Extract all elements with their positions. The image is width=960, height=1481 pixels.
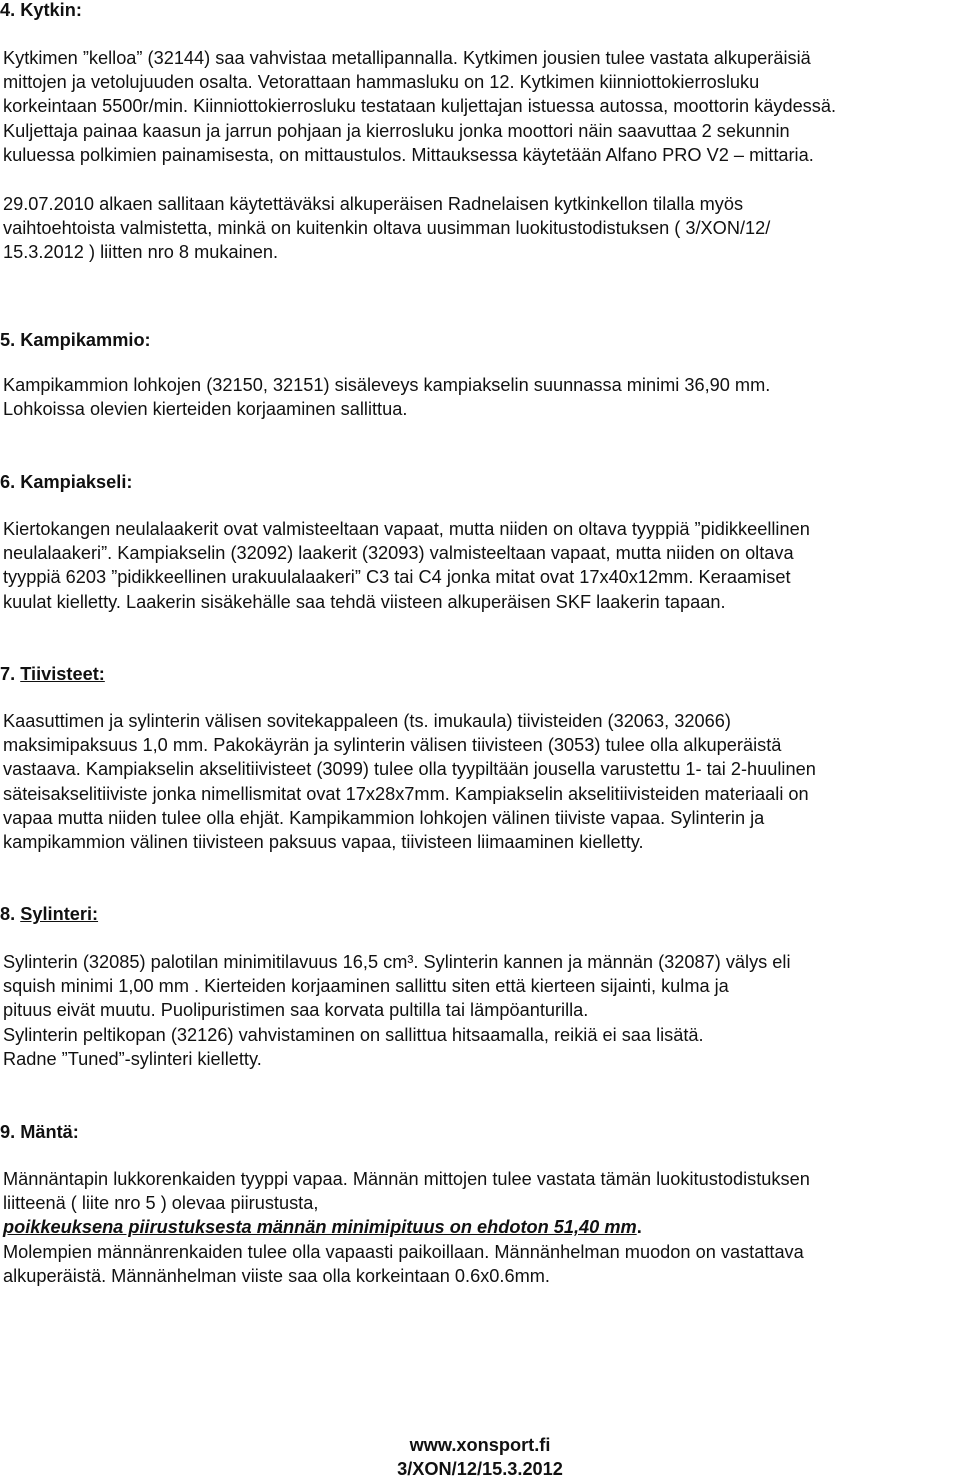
text-line: vapaa mutta niiden tulee olla ehjät. Kampikammion lohkojen välinen tiiviste vapaa. Sylinterin ja bbox=[3, 807, 765, 828]
section-heading-4 bbox=[0, 0, 82, 22]
section-title: Sylinteri: bbox=[20, 904, 99, 924]
section-4-paragraph-1 bbox=[3, 46, 955, 167]
section-title: Kampiakseli: bbox=[20, 472, 133, 492]
footer-code: 3/XON/12/15.3.2012 bbox=[397, 1459, 563, 1479]
text-line: neulalaakeri”. Kampiakselin (32092) laakerit (32093) valmisteeltaan vapaat, mutta niiden on oltava bbox=[3, 543, 794, 564]
text-line: pituus eivät muutu. Puolipuristimen saa korvata pultilla tai lämpöanturilla. bbox=[3, 1000, 589, 1021]
text-line: Radne ”Tuned”-sylinteri kielletty. bbox=[3, 1048, 262, 1069]
text-line: Sylinterin peltikopan (32126) vahvistaminen on sallittua hitsaamalla, reikiä ei saa lisätä. bbox=[3, 1024, 704, 1045]
section-8-paragraph-1 bbox=[3, 950, 955, 1071]
page-footer bbox=[0, 1433, 960, 1481]
text-line: kampikammion välinen tiivisteen paksuus vapaa, tiivisteen liimaaminen kielletty. bbox=[3, 832, 644, 853]
section-9-paragraph-1 bbox=[3, 1167, 955, 1288]
text-line: squish minimi 1,00 mm . Kierteiden korjaaminen sallittu siten että kierteen sijainti, kulma ja bbox=[3, 976, 729, 997]
text-line: maksimipaksuus 1,0 mm. Pakokäyrän ja sylinterin välisen tiivisteen (3053) tulee olla alkuperäistä bbox=[3, 735, 782, 756]
text-line: alkuperäistä. Männänhelman viiste saa olla korkeintaan 0.6x0.6mm. bbox=[3, 1265, 550, 1286]
section-heading-5 bbox=[0, 328, 151, 352]
section-number: 7. bbox=[0, 664, 16, 684]
text-line: 29.07.2010 alkaen sallitaan käytettäväksi alkuperäisen Radnelaisen kytkinkellon tilalla myös bbox=[3, 194, 744, 214]
text-line: tyyppiä 6203 ”pidikkeellinen urakuulalaakeri” C3 tai C4 jonka mitat ovat 17x40x12mm. Keraamiset bbox=[3, 567, 791, 588]
text-line: vaihtoehtoista valmistetta, minkä on kuitenkin oltava uusimman luokitustodistuksen ( 3/XON/12/ bbox=[3, 218, 771, 239]
section-heading-7 bbox=[0, 662, 105, 686]
text-line: Kampikammion lohkojen (32150, 32151) sisäleveys kampiakselin suunnassa minimi 36,90 mm. bbox=[3, 375, 771, 395]
text-line: korkeintaan 5500r/min. Kiinniottokierrosluku testataan kuljettajan istuessa autossa, moottorin käydessä. bbox=[3, 96, 837, 117]
text-line: liitteenä ( liite nro 5 ) olevaa piirustusta, bbox=[3, 1193, 319, 1214]
section-heading-9 bbox=[0, 1120, 79, 1144]
section-title: Mäntä: bbox=[20, 1122, 79, 1142]
text-line: Männäntapin lukkorenkaiden tyyppi vapaa. Männän mittojen tulee vastata tämän luokitustodistuksen bbox=[3, 1169, 810, 1189]
text-line: Kiertokangen neulalaakerit ovat valmisteeltaan vapaat, mutta niiden on oltava tyyppiä ”pidikkeellinen bbox=[3, 519, 810, 539]
text-line: Kaasuttimen ja sylinterin välisen sovitekappaleen (ts. imukaula) tiivisteiden (32063, 32066) bbox=[3, 711, 731, 731]
section-title: Kytkin: bbox=[20, 0, 82, 20]
text-line: 15.3.2012 ) liitten nro 8 mukainen. bbox=[3, 242, 279, 263]
text-line: kuluessa polkimien painamisesta, on mittaustulos. Mittauksessa käytetään Alfano PRO V2 – mittaria. bbox=[3, 144, 814, 165]
emphasis-text: poikkeuksena piirustuksesta männän minimipituus on ehdoton 51,40 mm bbox=[3, 1217, 637, 1238]
text-line: Lohkoissa olevien kierteiden korjaaminen sallittua. bbox=[3, 399, 408, 420]
section-4-paragraph-2 bbox=[3, 192, 955, 265]
footer-url: www.xonsport.fi bbox=[409, 1435, 551, 1455]
text-line: Molempien männänrenkaiden tulee olla vapaasti paikoillaan. Männänhelman muodon on vastattava bbox=[3, 1241, 804, 1262]
section-number: 8. bbox=[0, 904, 16, 924]
section-number: 4. bbox=[0, 0, 16, 20]
section-7-paragraph-1 bbox=[3, 709, 955, 854]
section-5-paragraph-1 bbox=[3, 373, 955, 421]
section-heading-6 bbox=[0, 470, 132, 494]
text-line: mittojen ja vetolujuuden osalta. Vetorattaan hammasluku on 12. Kytkimen kiinniottokierrosluku bbox=[3, 72, 760, 93]
section-title: Tiivisteet: bbox=[20, 664, 105, 684]
text-line: vastaava. Kampiakselin akselitiivisteet (3099) tulee olla tyypiltään jousella varustettu 1- tai 2-huulinen bbox=[3, 759, 816, 780]
section-title: Kampikammio: bbox=[20, 330, 151, 350]
text-line: Sylinterin (32085) palotilan minimitilavuus 16,5 cm³. Sylinterin kannen ja männän (32087) välys eli bbox=[3, 952, 791, 972]
section-number: 5. bbox=[0, 330, 16, 350]
section-number: 9. bbox=[0, 1122, 16, 1142]
section-heading-8 bbox=[0, 902, 98, 926]
text-line: säteisakselitiiviste jonka nimellismitat ovat 17x28x7mm. Kampiakselin akselitiivisteiden materiaali on bbox=[3, 783, 809, 804]
emphasis-line bbox=[3, 1215, 955, 1239]
text-line: kuulat kielletty. Laakerin sisäkehälle saa tehdä viisteen alkuperäisen SKF laakerin tapaan. bbox=[3, 591, 726, 612]
text-line: Kuljettaja painaa kaasun ja jarrun pohjaan ja kierrosluku jonka moottori näin saavuttaa 2 sekunnin bbox=[3, 120, 790, 141]
section-6-paragraph-1 bbox=[3, 517, 955, 614]
text-line: Kytkimen ”kelloa” (32144) saa vahvistaa metallipannalla. Kytkimen jousien tulee vastata alkuperäisiä bbox=[3, 48, 811, 68]
emphasis-period: . bbox=[636, 1217, 642, 1238]
section-number: 6. bbox=[0, 472, 16, 492]
